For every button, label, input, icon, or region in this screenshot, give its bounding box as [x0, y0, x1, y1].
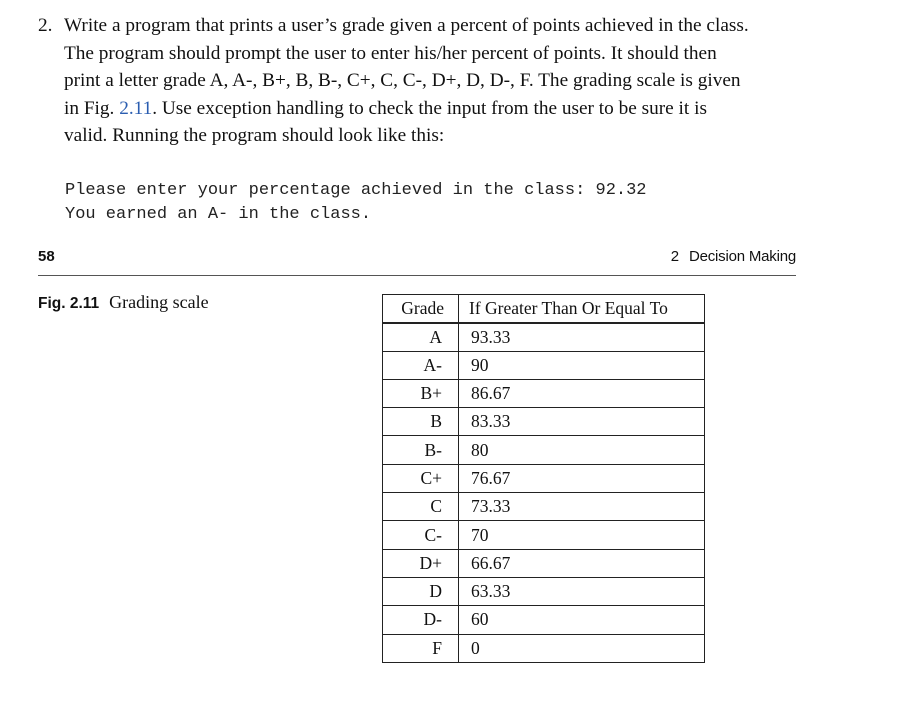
exercise-number: 2. — [38, 15, 53, 36]
threshold-cell: 93.33 — [459, 323, 705, 351]
threshold-cell: 60 — [459, 606, 705, 634]
grade-cell: C+ — [383, 464, 459, 492]
grade-cell: D — [383, 577, 459, 605]
table-row — [383, 323, 705, 351]
figure-caption — [38, 292, 209, 313]
table-row — [383, 408, 705, 436]
threshold-cell: 80 — [459, 436, 705, 464]
code-sample — [65, 179, 647, 227]
exercise-text — [64, 12, 808, 150]
table-row — [383, 379, 705, 407]
threshold-cell: 66.67 — [459, 549, 705, 577]
exercise-line: Write a program that prints a user’s grade given a percent of points achieved in the class. — [64, 15, 749, 36]
chapter-title: Decision Making — [688, 248, 796, 265]
grade-cell: C — [383, 493, 459, 521]
exercise-line: print a letter grade A, A-, B+, B, B-, C+, C, C-, D+, D, D-, F. The grading scale is given — [64, 70, 741, 91]
running-head — [671, 248, 796, 265]
code-line: You earned an A- in the class. — [65, 205, 372, 224]
line-prefix: in Fig. — [64, 97, 115, 119]
column-header-grade: Grade — [383, 295, 459, 323]
figure-caption-text: Grading scale — [109, 292, 209, 312]
grading-scale-table — [382, 294, 705, 663]
code-line: Please enter your percentage achieved in the class: 92.32 — [65, 181, 647, 200]
threshold-cell: 86.67 — [459, 379, 705, 407]
page-header — [38, 248, 796, 265]
table-row — [383, 606, 705, 634]
threshold-cell: 0 — [459, 634, 705, 662]
exercise-2 — [38, 12, 808, 150]
threshold-cell: 70 — [459, 521, 705, 549]
table-row — [383, 493, 705, 521]
grade-cell: C- — [383, 521, 459, 549]
grade-cell: A- — [383, 351, 459, 379]
table-row — [383, 577, 705, 605]
grade-cell: B+ — [383, 379, 459, 407]
grade-cell: D+ — [383, 549, 459, 577]
threshold-cell: 90 — [459, 351, 705, 379]
chapter-number: 2 — [670, 248, 679, 265]
threshold-cell: 83.33 — [459, 408, 705, 436]
table-row — [383, 634, 705, 662]
grade-cell: F — [383, 634, 459, 662]
table-row — [383, 521, 705, 549]
figure-label: Fig. 2.11 — [38, 295, 100, 312]
table-row — [383, 436, 705, 464]
table-row — [383, 351, 705, 379]
grade-cell: D- — [383, 606, 459, 634]
exercise-line — [64, 95, 808, 123]
exercise-line: valid. Running the program should look like this: — [64, 125, 445, 146]
grade-cell: A — [383, 323, 459, 351]
exercise-line: The program should prompt the user to enter his/her percent of points. It should then — [64, 42, 717, 64]
table-header-row — [383, 295, 705, 323]
header-divider — [38, 275, 796, 276]
table-row — [383, 464, 705, 492]
threshold-cell: 76.67 — [459, 464, 705, 492]
column-header-threshold: If Greater Than Or Equal To — [459, 295, 705, 323]
figure-reference-link[interactable]: 2.11 — [119, 97, 153, 119]
threshold-cell: 63.33 — [459, 577, 705, 605]
page-number: 58 — [38, 248, 55, 265]
table-row — [383, 549, 705, 577]
line-suffix: . Use exception handling to check the input from the user to be sure it is — [152, 97, 707, 119]
grade-cell: B- — [383, 436, 459, 464]
grade-cell: B — [383, 408, 459, 436]
threshold-cell: 73.33 — [459, 493, 705, 521]
